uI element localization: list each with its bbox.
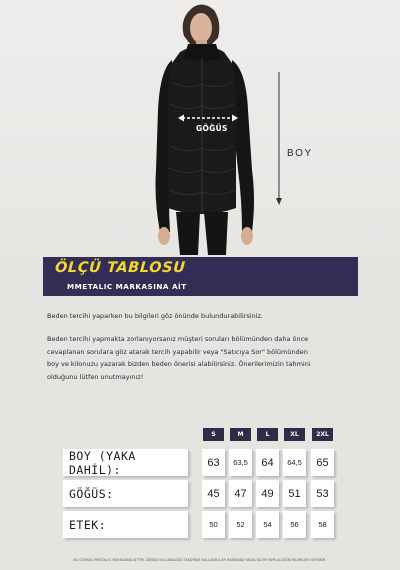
table-cell: 49 [256,480,279,507]
info-line: olduğunu lütfen unutmayınız! [47,372,144,381]
size-header-2xl: 2XL [312,428,333,441]
size-header-xl: XL [284,428,305,441]
table-cell: 45 [202,480,225,507]
size-chart-banner [43,257,358,296]
table-cell: 63,5 [229,449,252,476]
size-header-m: M [230,428,251,441]
table-cell: 53 [311,480,334,507]
size-header-l: L [257,428,278,441]
info-line: Beden tercihi yapmakta zorlanıyorsanız müşteri soruları bölümünden daha önce [47,335,309,343]
table-cell: 63 [202,449,225,476]
table-cell: 64 [256,449,279,476]
table-cell: 64,5 [283,449,306,476]
table-cell: 65 [311,449,334,476]
info-paragraph [47,333,367,383]
row-label-etek: ETEK: [63,511,188,538]
banner-subtitle: MMETALIC MARKASINA AİT [67,282,187,291]
chest-label: GÖĞÜS [196,124,228,133]
info-line: boy ve kilonuzu yazarak bizden beden önerisi alabilirsiniz. Önerilerimizin tahmini [47,360,311,369]
size-header-s: S [203,428,224,441]
table-cell: 58 [311,511,334,538]
table-cell: 47 [229,480,252,507]
info-line: cevaplanan sorulara göz atarak tercih yapabilir veya "Satıcıya Sor" bölümünden [47,347,308,356]
row-label-boy: BOY (YAKA DAHİL): [63,449,188,476]
intro-text: Beden tercihi yaparken bu bilgileri göz önünde bulundurabilirsiniz. [47,312,263,320]
table-cell: 52 [229,511,252,538]
banner-title: ÖLÇÜ TABLOSU [54,260,187,276]
table-cell: 54 [256,511,279,538]
product-photo [0,0,400,255]
copyright-footer: BU GÖRSEL MMETALIC MARKASINA AİTTİR. İZİNSİZ KULLANILDIĞI TAKDİRDE KULLANICILAR HAKKINDA YASAL İŞLEM YAPILACAĞINI BİLMELERİ GEREKİR. [73,558,327,562]
table-cell: 56 [283,511,306,538]
height-label: BOY [287,148,313,159]
table-cell: 51 [283,480,306,507]
row-label-gogus: GÖĞÜS: [63,480,188,507]
table-cell: 50 [202,511,225,538]
